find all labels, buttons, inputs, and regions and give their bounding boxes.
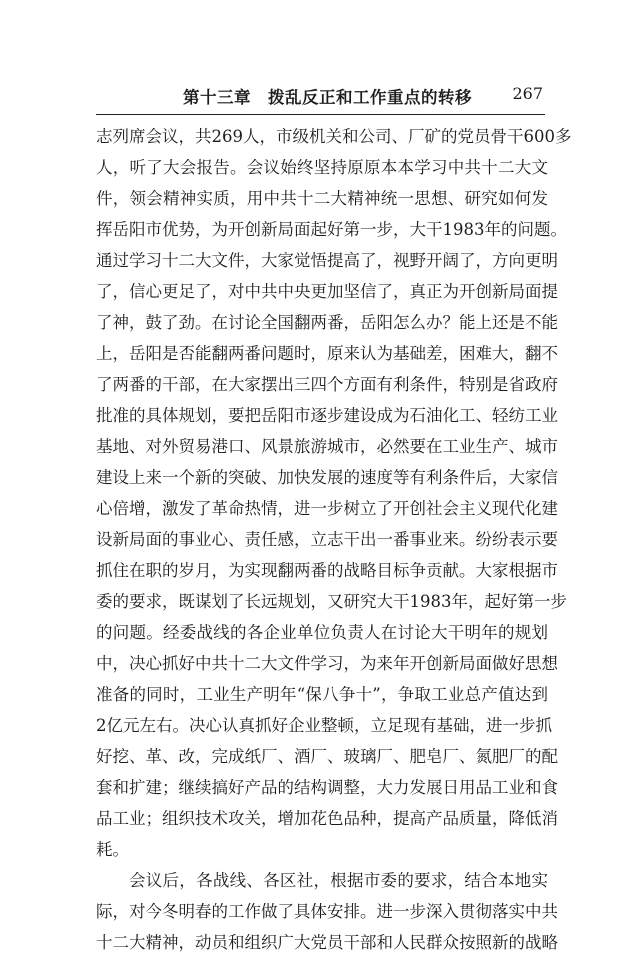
page-number: 267: [512, 84, 543, 103]
body-text: [96, 121, 572, 958]
text-line: 品工业；组织技术攻关，增加花色品种，提高产品质量，降低消: [96, 809, 558, 828]
chapter-title: 第十三章 拨乱反正和工作重点的转移: [183, 88, 472, 107]
text-line: 基地、对外贸易港口、风景旅游城市，必然要在工业生产、城市: [96, 437, 558, 456]
text-line: 挥岳阳市优势，为开创新局面起好第一步，大干1983年的问题。: [96, 220, 567, 239]
paragraph-end-line: 耗。: [96, 840, 129, 859]
text-line: 了两番的干部，在大家摆出三四个方面有利条件，特别是省政府: [96, 375, 558, 394]
text-line: 设新局面的事业心、责任感，立志干出一番事业来。纷纷表示要: [96, 530, 558, 549]
text-line: 志列席会议，共269人，市级机关和公司、厂矿的党员骨干600多: [96, 127, 572, 146]
text-line: 了，信心更足了，对中共中央更加坚信了，真正为开创新局面提: [96, 282, 558, 301]
text-line: 十二大精神，动员和组织广大党员干部和人民群众按照新的战略: [96, 933, 558, 952]
text-line: 际，对今冬明春的工作做了具体安排。进一步深入贯彻落实中共: [96, 902, 558, 921]
text-line: 批准的具体规划，要把岳阳市逐步建设成为石油化工、轻纺工业: [96, 406, 558, 425]
text-line: 委的要求，既谋划了长远规划，又研究大干1983年，起好第一步: [96, 592, 567, 611]
text-line: 件，领会精神实质，用中共十二大精神统一思想、研究如何发: [96, 189, 548, 208]
text-line: 好挖、革、改，完成纸厂、酒厂、玻璃厂、肥皂厂、氮肥厂的配: [96, 747, 558, 766]
text-line: 抓住在职的岁月，为实现翻两番的战略目标争贡献。大家根据市: [96, 561, 558, 580]
text-line: 了神，鼓了劲。在讨论全国翻两番，岳阳怎么办？能上还是不能: [96, 313, 558, 332]
running-header: [96, 78, 545, 115]
text-line: 2亿元左右。决心认真抓好企业整顿，立足现有基础，进一步抓: [96, 716, 552, 735]
text-line: 中，决心抓好中共十二大文件学习，为来年开创新局面做好思想: [96, 654, 558, 673]
text-line: 的问题。经委战线的各企业单位负责人在讨论大干明年的规划: [96, 623, 548, 642]
text-line: 上，岳阳是否能翻两番问题时，原来认为基础差，困难大，翻不: [96, 344, 558, 363]
text-line: 套和扩建；继续搞好产品的结构调整，大力发展日用品工业和食: [96, 778, 558, 797]
paragraph-start-line: 会议后，各战线、各区社，根据市委的要求，结合本地实: [129, 871, 548, 890]
text-line: 通过学习十二大文件，大家觉悟提高了，视野开阔了，方向更明: [96, 251, 558, 270]
text-line: 人，听了大会报告。会议始终坚持原原本本学习中共十二大文: [96, 158, 548, 177]
text-line: 心倍增，激发了革命热情，进一步树立了开创社会主义现代化建: [96, 499, 558, 518]
text-line: 准备的同时，工业生产明年“保八争十”，争取工业总产值达到: [96, 685, 548, 704]
text-line: 建设上来一个新的突破、加快发展的速度等有利条件后，大家信: [96, 468, 558, 487]
